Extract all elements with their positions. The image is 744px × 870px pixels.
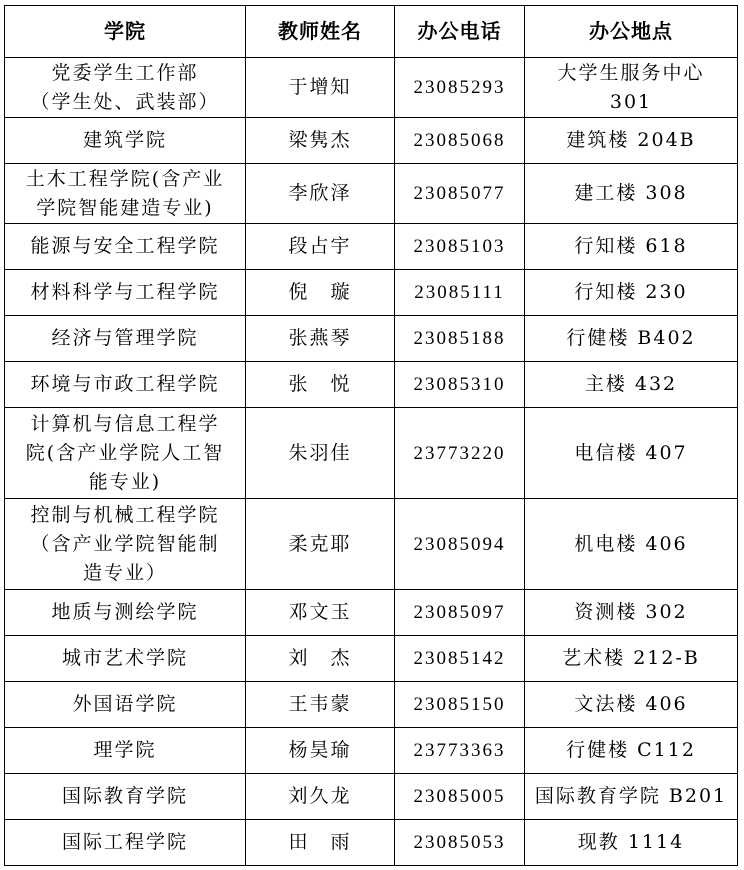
teacher-name-cell: 邓文玉	[246, 590, 395, 636]
college-cell-line: 国际工程学院	[61, 831, 188, 853]
office-location-cell	[525, 820, 738, 866]
office-phone-cell: 23085142	[395, 636, 525, 682]
office-location-cell	[525, 224, 738, 270]
office-location-cell	[525, 362, 738, 408]
teacher-name-cell: 刘久龙	[246, 774, 395, 820]
college-cell-line: 学院智能建造专业)	[36, 196, 214, 219]
office-location-cell	[525, 499, 738, 590]
office-location-cell-line: 建筑楼 204B	[566, 129, 696, 151]
teacher-name-cell: 段占宇	[246, 224, 395, 270]
office-location-cell-line: 301	[609, 90, 653, 113]
office-phone-cell: 23085150	[395, 682, 525, 728]
office-location-cell	[525, 118, 738, 164]
office-location-cell	[525, 774, 738, 820]
header-phone: 办公电话	[395, 6, 525, 58]
office-location-cell	[525, 316, 738, 362]
college-cell-line: 土木工程学院(含产业	[25, 167, 225, 190]
office-location-cell-line: 现教 1114	[577, 831, 685, 853]
office-location-cell-line: 电信楼 407	[574, 441, 688, 464]
college-cell	[5, 224, 246, 270]
teacher-name-cell: 张 悦	[246, 362, 395, 408]
college-cell	[5, 682, 246, 728]
office-phone-cell: 23085094	[395, 499, 525, 590]
college-cell-line: 外国语学院	[72, 693, 178, 715]
office-location-cell	[525, 164, 738, 224]
college-cell	[5, 316, 246, 362]
college-cell	[5, 728, 246, 774]
college-cell-line: 建筑学院	[82, 129, 167, 151]
office-phone-cell: 23085103	[395, 224, 525, 270]
teacher-name-cell: 倪 璇	[246, 270, 395, 316]
college-cell-line: 控制与机械工程学院	[30, 503, 220, 526]
office-phone-cell: 23085310	[395, 362, 525, 408]
office-phone-cell: 23773220	[395, 408, 525, 499]
office-location-cell-line: 主楼 432	[584, 373, 678, 395]
college-cell-line: 环境与市政工程学院	[30, 373, 220, 395]
college-cell	[5, 58, 246, 118]
teacher-name-cell: 田 雨	[246, 820, 395, 866]
college-cell-line: 城市艺术学院	[61, 647, 188, 669]
table-body	[5, 58, 738, 866]
table-row	[5, 316, 738, 362]
teacher-name-cell: 梁隽杰	[246, 118, 395, 164]
college-cell	[5, 408, 246, 499]
office-location-cell-line: 资测楼 302	[574, 601, 688, 623]
table-row	[5, 224, 738, 270]
teacher-name-cell: 李欣泽	[246, 164, 395, 224]
office-location-cell-line: 艺术楼 212-B	[562, 647, 700, 669]
college-cell-line: 院(含产业学院人工智	[25, 441, 225, 464]
table-row	[5, 636, 738, 682]
college-cell	[5, 164, 246, 224]
college-cell	[5, 118, 246, 164]
office-phone-cell: 23085068	[395, 118, 525, 164]
table-row	[5, 408, 738, 499]
office-location-cell	[525, 58, 738, 118]
contact-table	[4, 5, 738, 866]
college-cell-line: 党委学生工作部	[51, 61, 199, 84]
table-row	[5, 682, 738, 728]
table-row	[5, 499, 738, 590]
table-row	[5, 118, 738, 164]
office-location-cell-line: 大学生服务中心	[557, 61, 705, 84]
office-location-cell-line: 行健楼 C112	[566, 739, 696, 761]
office-location-cell	[525, 728, 738, 774]
teacher-name-cell: 张燕琴	[246, 316, 395, 362]
college-cell	[5, 774, 246, 820]
table-row	[5, 728, 738, 774]
college-cell	[5, 636, 246, 682]
college-cell-line: 造专业）	[82, 561, 167, 584]
teacher-name-cell: 朱羽佳	[246, 408, 395, 499]
table-row	[5, 164, 738, 224]
office-location-cell-line: 行健楼 B402	[566, 327, 696, 349]
office-location-cell-line: 文法楼 406	[574, 693, 688, 715]
table-row	[5, 270, 738, 316]
office-phone-cell: 23085097	[395, 590, 525, 636]
table-row	[5, 58, 738, 118]
table-row	[5, 590, 738, 636]
college-cell	[5, 362, 246, 408]
teacher-name-cell: 于增知	[246, 58, 395, 118]
office-phone-cell: 23085077	[395, 164, 525, 224]
college-cell-line: 能源与安全工程学院	[30, 235, 220, 257]
college-cell	[5, 820, 246, 866]
office-phone-cell: 23085111	[395, 270, 525, 316]
college-cell-line: 地质与测绘学院	[51, 601, 199, 623]
college-cell	[5, 590, 246, 636]
office-location-cell	[525, 270, 738, 316]
teacher-name-cell: 杨昊瑜	[246, 728, 395, 774]
college-cell-line: （含产业学院智能制	[30, 532, 220, 555]
office-phone-cell: 23085293	[395, 58, 525, 118]
header-office: 办公地点	[525, 6, 738, 58]
teacher-name-cell: 王韦蒙	[246, 682, 395, 728]
header-teacher: 教师姓名	[246, 6, 395, 58]
college-cell-line: 理学院	[93, 739, 157, 761]
college-cell	[5, 499, 246, 590]
office-phone-cell: 23773363	[395, 728, 525, 774]
table-row	[5, 362, 738, 408]
office-location-cell	[525, 636, 738, 682]
office-location-cell-line: 机电楼 406	[574, 532, 688, 555]
table-row	[5, 774, 738, 820]
office-phone-cell: 23085005	[395, 774, 525, 820]
teacher-name-cell: 刘 杰	[246, 636, 395, 682]
office-phone-cell: 23085053	[395, 820, 525, 866]
office-location-cell	[525, 682, 738, 728]
office-location-cell	[525, 590, 738, 636]
college-cell-line: 能专业)	[88, 470, 162, 493]
table-header-row	[5, 6, 738, 58]
teacher-name-cell: 柔克耶	[246, 499, 395, 590]
college-cell-line: 材料科学与工程学院	[30, 281, 220, 303]
office-phone-cell: 23085188	[395, 316, 525, 362]
office-location-cell-line: 行知楼 230	[574, 281, 688, 303]
office-location-cell-line: 建工楼 308	[574, 182, 688, 204]
college-cell-line: 经济与管理学院	[51, 327, 199, 349]
header-college: 学院	[5, 6, 246, 58]
college-cell-line: （学生处、武装部）	[30, 90, 220, 113]
table-row	[5, 820, 738, 866]
office-location-cell-line: 国际教育学院 B201	[534, 785, 728, 807]
college-cell-line: 计算机与信息工程学	[30, 412, 220, 435]
college-cell	[5, 270, 246, 316]
college-cell-line: 国际教育学院	[61, 785, 188, 807]
office-location-cell	[525, 408, 738, 499]
office-location-cell-line: 行知楼 618	[574, 235, 688, 257]
